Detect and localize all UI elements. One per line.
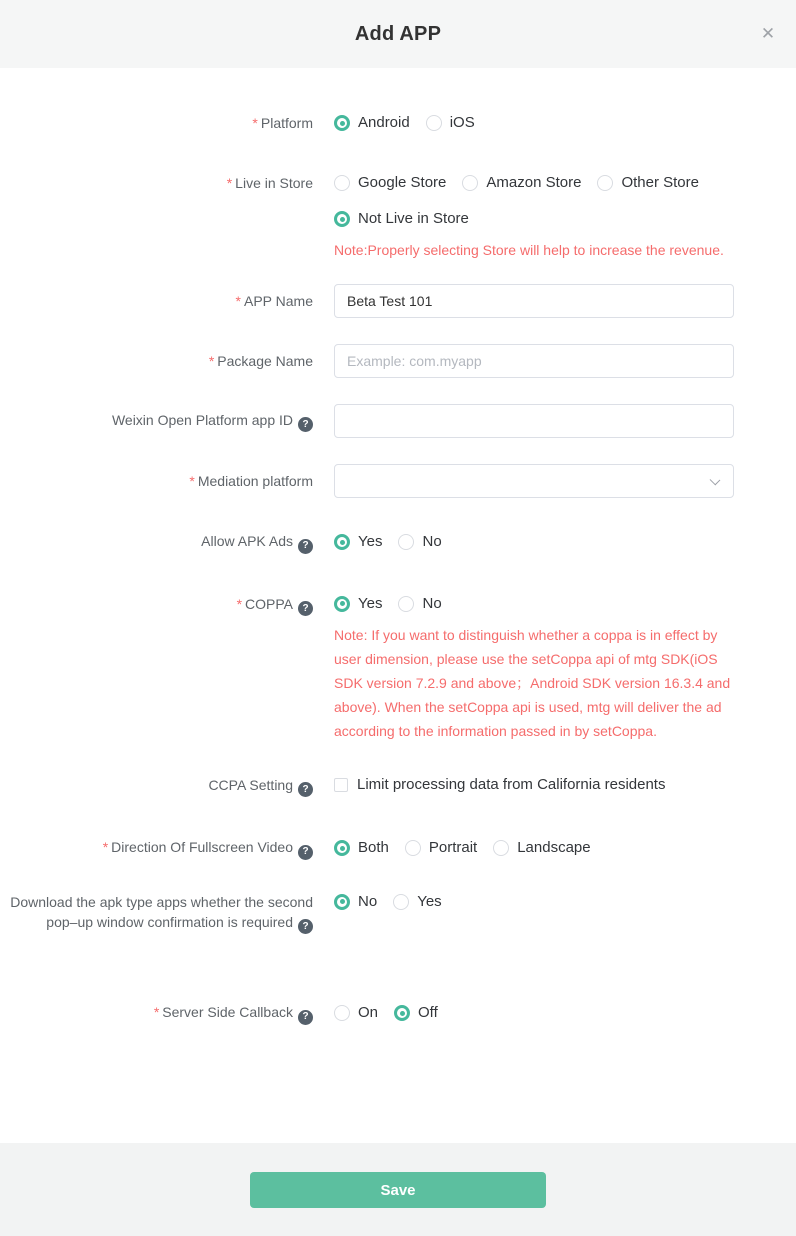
radio-icon — [334, 894, 350, 910]
chevron-down-icon — [710, 475, 721, 486]
radio-ios[interactable]: iOS — [426, 113, 475, 133]
radio-icon — [398, 534, 414, 550]
dialog-footer — [0, 1143, 796, 1236]
required-mark: * — [208, 353, 215, 369]
form-row-live-in-store — [0, 173, 796, 262]
package-name-input[interactable] — [334, 344, 734, 378]
radio-other-store[interactable]: Other Store — [597, 173, 699, 193]
required-mark: * — [153, 1004, 160, 1020]
radio-amazon-store[interactable]: Amazon Store — [462, 173, 581, 193]
mediation-platform-select[interactable] — [334, 464, 734, 498]
radio-direction-landscape[interactable]: Landscape — [493, 838, 590, 858]
weixin-app-id-input[interactable] — [334, 404, 734, 438]
radio-google-store[interactable]: Google Store — [334, 173, 446, 193]
radio-apk-ads-yes[interactable]: Yes — [334, 532, 382, 552]
form-row-package-name — [0, 344, 796, 378]
radio-not-live-in-store[interactable]: Not Live in Store — [334, 209, 469, 229]
coppa-note: Note: If you want to distinguish whether a coppa is in effect by user dimension, please use the setCoppa api of mtg SDK(iOS SDK version 7.2.9 and above；Android SDK version 16.3.4 and above). When the setCoppa api is used, mtg will deliver the ad according to the information passed in by setCoppa. — [334, 626, 731, 739]
required-mark: * — [236, 595, 243, 612]
help-icon[interactable]: ? — [298, 919, 313, 934]
radio-callback-off[interactable]: Off — [394, 1003, 438, 1023]
form-row-fullscreen-direction — [0, 837, 796, 860]
radio-download-confirm-no[interactable]: No — [334, 892, 377, 912]
live-in-store-label: * Live in Store — [226, 175, 313, 191]
form-row-allow-apk-ads — [0, 531, 796, 554]
checkbox-icon — [334, 778, 348, 792]
radio-apk-ads-no[interactable]: No — [398, 532, 441, 552]
app-name-label: * APP Name — [235, 293, 313, 309]
fullscreen-direction-label: * Direction Of Fullscreen Video ? — [0, 837, 313, 860]
required-mark: * — [226, 175, 233, 191]
dialog-header — [0, 0, 796, 68]
radio-icon — [493, 840, 509, 856]
required-mark: * — [235, 293, 241, 309]
radio-download-confirm-yes[interactable]: Yes — [393, 892, 441, 912]
radio-coppa-yes[interactable]: Yes — [334, 594, 382, 614]
form-row-mediation-platform — [0, 464, 796, 498]
form-row-app-name — [0, 284, 796, 318]
help-icon[interactable]: ? — [298, 601, 313, 616]
radio-icon — [398, 596, 414, 612]
radio-icon — [405, 840, 421, 856]
radio-icon — [334, 175, 350, 191]
app-name-input[interactable] — [334, 284, 734, 318]
help-icon[interactable]: ? — [298, 845, 313, 860]
radio-icon — [334, 211, 350, 227]
apk-download-confirm-label: Download the apk type apps whether the second pop–up window confirmation is required ? — [0, 892, 313, 935]
help-icon[interactable]: ? — [298, 417, 313, 432]
form-row-ccpa — [0, 775, 796, 798]
platform-label: * Platform — [252, 115, 313, 131]
save-button[interactable]: Save — [250, 1172, 546, 1208]
radio-icon — [334, 840, 350, 856]
dialog-title: Add APP — [354, 22, 442, 45]
dialog-body — [0, 68, 796, 1143]
radio-icon — [426, 115, 442, 131]
coppa-label: * COPPA ? — [0, 594, 313, 617]
weixin-app-id-label: Weixin Open Platform app ID ? — [0, 410, 313, 433]
radio-android[interactable]: Android — [334, 113, 410, 133]
radio-icon — [334, 115, 350, 131]
store-note: Note:Properly selecting Store will help to increase the revenue. — [334, 242, 724, 258]
platform-options — [334, 113, 734, 133]
radio-icon — [334, 1005, 350, 1021]
form-row-apk-download-confirm — [0, 892, 796, 935]
radio-icon — [334, 596, 350, 612]
radio-direction-both[interactable]: Both — [334, 838, 389, 858]
required-mark: * — [252, 115, 258, 131]
required-mark: * — [102, 839, 109, 855]
allow-apk-ads-label: Allow APK Ads ? — [0, 531, 313, 554]
ccpa-label: CCPA Setting ? — [0, 775, 313, 798]
help-icon[interactable]: ? — [298, 1010, 313, 1025]
close-icon[interactable]: ✕ — [760, 24, 776, 43]
ccpa-checkbox[interactable]: Limit processing data from California residents — [334, 775, 665, 795]
form-row-coppa — [0, 594, 796, 743]
mediation-platform-label: * Mediation platform — [189, 473, 313, 489]
live-in-store-options — [334, 173, 734, 262]
help-icon[interactable]: ? — [298, 539, 313, 554]
radio-icon — [393, 894, 409, 910]
radio-callback-on[interactable]: On — [334, 1003, 378, 1023]
radio-icon — [462, 175, 478, 191]
server-side-callback-label: * Server Side Callback ? — [0, 1002, 313, 1025]
radio-icon — [394, 1005, 410, 1021]
radio-coppa-no[interactable]: No — [398, 594, 441, 614]
help-icon[interactable]: ? — [298, 782, 313, 797]
form-row-weixin-app-id — [0, 404, 796, 438]
required-mark: * — [189, 473, 195, 489]
radio-direction-portrait[interactable]: Portrait — [405, 838, 477, 858]
radio-icon — [334, 534, 350, 550]
radio-icon — [597, 175, 613, 191]
package-name-label: * Package Name — [208, 353, 313, 369]
form-row-server-side-callback — [0, 1002, 796, 1025]
form-row-platform — [0, 113, 796, 133]
